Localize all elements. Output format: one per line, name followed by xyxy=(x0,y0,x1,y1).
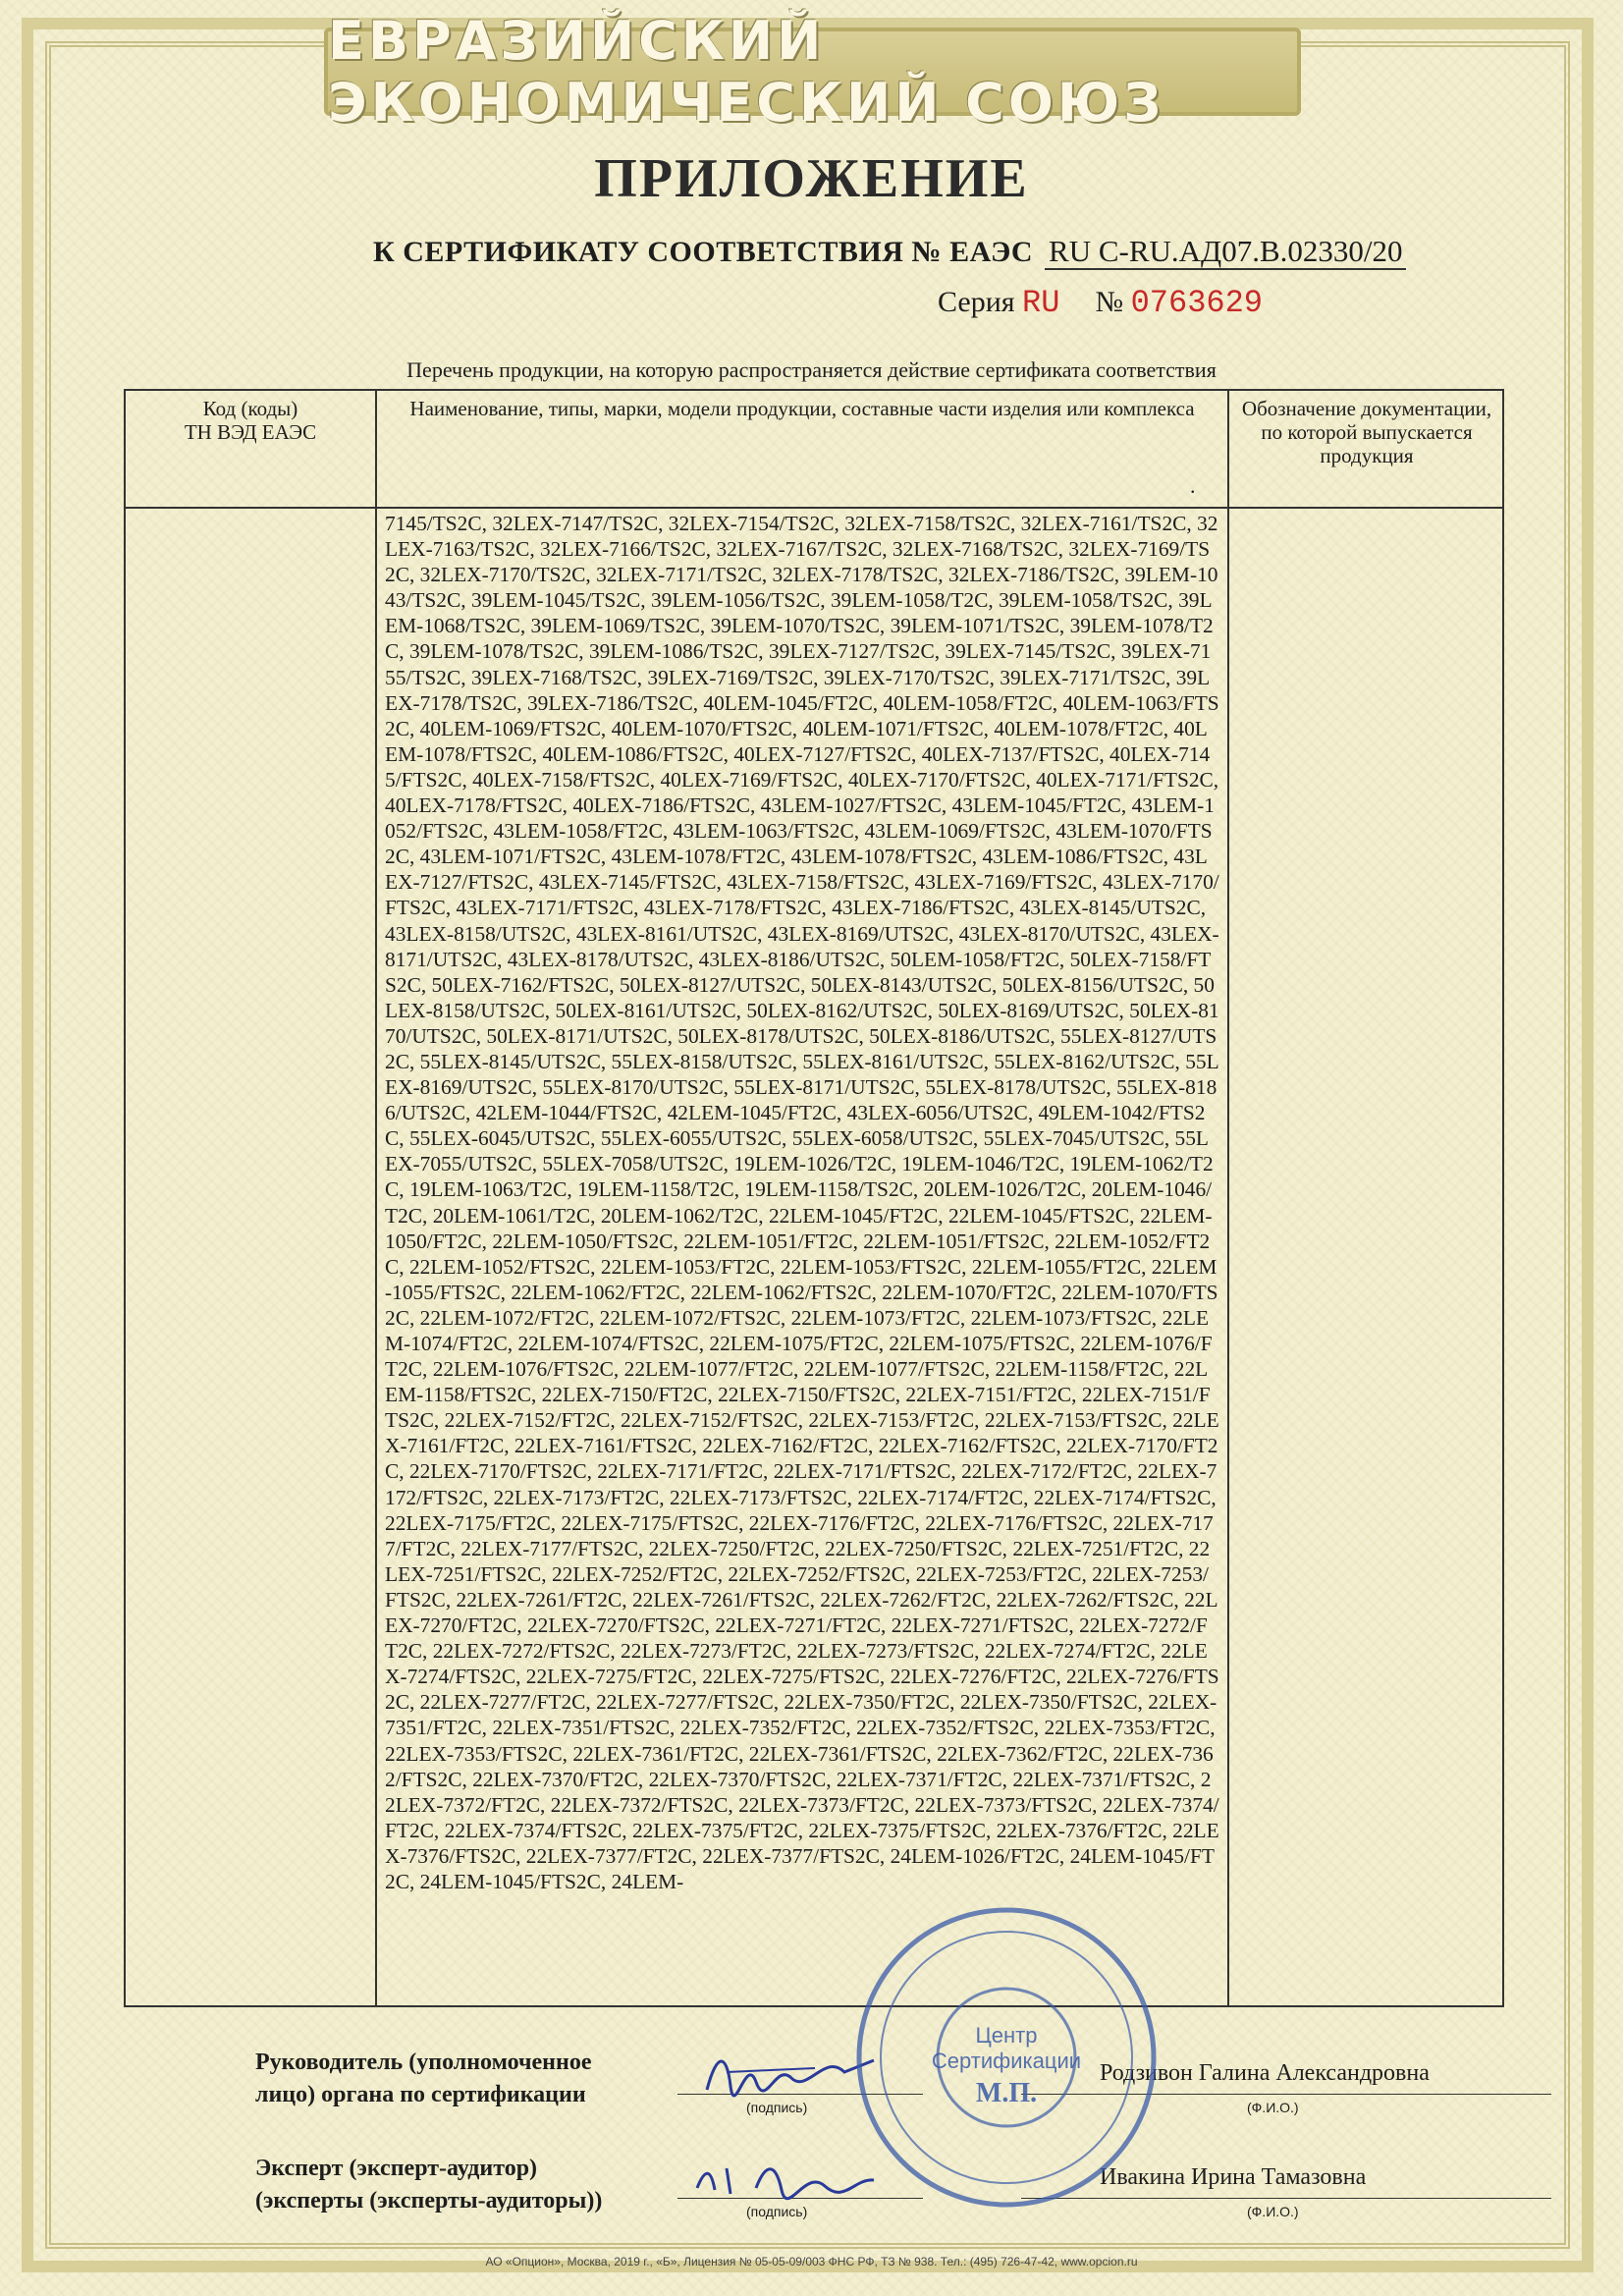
product-list: 7145/TS2C, 32LEX-7147/TS2C, 32LEX-7154/TS2C, 32LEX-7158/TS2C, 32LEX-7161/TS2C, 32LEX-7163/TS2C, 32LEX-7166/TS2C, 32LEX-7167/TS2C, 32LEX-7168/TS2C, 32LEX-7169/TS2C, 32LEX-7170/TS2C, 32LEX-7171/TS2C, 32LEX-7178/TS2C, 32LEX-7186/TS2C, 39LEM-1043/TS2C, 39LEM-1045/TS2C, 39LEM-1056/TS2C, 39LEM-1058/T2C, 39LEM-1058/TS2C, 39LEM-1068/TS2C, 39LEM-1069/TS2C, 39LEM-1070/TS2C, 39LEM-1071/TS2C, 39LEM-1078/T2C, 39LEM-1078/TS2C, 39LEM-1086/TS2C, 39LEX-7127/TS2C, 39LEX-7145/TS2C, 39LEX-7155/TS2C, 39LEX-7168/TS2C, 39LEX-7169/TS2C, 39LEX-7170/TS2C, 39LEX-7171/TS2C, 39LEX-7178/TS2C, 39LEX-7186/TS2C, 40LEM-1045/FT2C, 40LEM-1058/FT2C, 40LEM-1063/FTS2C, 40LEM-1069/FTS2C, 40LEM-1070/FTS2C, 40LEM-1071/FTS2C, 40LEM-1078/FT2C, 40LEM-1078/FTS2C, 40LEM-1086/FTS2C, 40LEX-7127/FTS2C, 40LEX-7137/FTS2C, 40LEX-7145/FTS2C, 40LEX-7158/FTS2C, 40LEX-7169/FTS2C, 40LEX-7170/FTS2C, 40LEX-7171/FTS2C, 40LEX-7178/FTS2C, 40LEX-7186/FTS2C, 43LEM-1027/FTS2C, 43LEM-1045/FT2C, 43LEM-1052/FTS2C, 43LEM-1058/FT2C, 43LEM-1063/FTS2C, 43LEM-1069/FTS2C, 43LEM-1070/FTS2C, 43LEM-1071/FTS2C, 43LEM-1078/FT2C, 43LEM-1078/FTS2C, 43LEM-1086/FTS2C, 43LEX-7127/FTS2C, 43LEX-7145/FTS2C, 43LEX-7158/FTS2C, 43LEX-7169/FTS2C, 43LEX-7170/FTS2C, 43LEX-7171/FTS2C, 43LEX-7178/FTS2C, 43LEX-7186/FTS2C, 43LEX-8145/UTS2C, 43LEX-8158/UTS2C, 43LEX-8161/UTS2C, 43LEX-8169/UTS2C, 43LEX-8170/UTS2C, 43LEX-8171/UTS2C, 43LEX-8178/UTS2C, 43LEX-8186/UTS2C, 50LEM-1058/FT2C, 50LEX-7158/FTS2C, 50LEX-7162/FTS2C, 50LEX-8127/UTS2C, 50LEX-8143/UTS2C, 50LEX-8156/UTS2C, 50LEX-8158/UTS2C, 50LEX-8161/UTS2C, 50LEX-8162/UTS2C, 50LEX-8169/UTS2C, 50LEX-8170/UTS2C, 50LEX-8171/UTS2C, 50LEX-8178/UTS2C, 50LEX-8186/UTS2C, 55LEX-8127/UTS2C, 55LEX-8145/UTS2C, 55LEX-8158/UTS2C, 55LEX-8161/UTS2C, 55LEX-8162/UTS2C, 55LEX-8169/UTS2C, 55LEX-8170/UTS2C, 55LEX-8171/UTS2C, 55LEX-8178/UTS2C, 55LEX-8186/UTS2C, 42LEM-1044/FTS2C, 42LEM-1045/FT2C, 43LEX-6056/UTS2C, 49LEM-1042/FTS2C, 55LEX-6045/UTS2C, 55LEX-6055/UTS2C, 55LEX-6058/UTS2C, 55LEX-7045/UTS2C, 55LEX-7055/UTS2C, 55LEX-7058/UTS2C, 19LEM-1026/T2C, 19LEM-1046/T2C, 19LEM-1062/T2C, 19LEM-1063/T2C, 19LEM-1158/T2C, 19LEM-1158/TS2C, 20LEM-1026/T2C, 20LEM-1046/T2C, 20LEM-1061/T2C, 20LEM-1062/T2C, 22LEM-1045/FT2C, 22LEM-1045/FTS2C, 22LEM-1050/FT2C, 22LEM-1050/FTS2C, 22LEM-1051/FT2C, 22LEM-1051/FTS2C, 22LEM-1052/FT2C, 22LEM-1052/FTS2C, 22LEM-1053/FT2C, 22LEM-1053/FTS2C, 22LEM-1055/FT2C, 22LEM-1055/FTS2C, 22LEM-1062/FT2C, 22LEM-1062/FTS2C, 22LEM-1070/FT2C, 22LEM-1070/FTS2C, 22LEM-1072/FT2C, 22LEM-1072/FTS2C, 22LEM-1073/FT2C, 22LEM-1073/FTS2C, 22LEM-1074/FT2C, 22LEM-1074/FTS2C, 22LEM-1075/FT2C, 22LEM-1075/FTS2C, 22LEM-1076/FT2C, 22LEM-1076/FTS2C, 22LEM-1077/FT2C, 22LEM-1077/FTS2C, 22LEM-1158/FT2C, 22LEM-1158/FTS2C, 22LEX-7150/FT2C, 22LEX-7150/FTS2C, 22LEX-7151/FT2C, 22LEX-7151/FTS2C, 22LEX-7152/FT2C, 22LEX-7152/FTS2C, 22LEX-7153/FT2C, 22LEX-7153/FTS2C, 22LEX-7161/FT2C, 22LEX-7161/FTS2C, 22LEX-7162/FT2C, 22LEX-7162/FTS2C, 22LEX-7170/FT2C, 22LEX-7170/FTS2C, 22LEX-7171/FT2C, 22LEX-7171/FTS2C, 22LEX-7172/FT2C, 22LEX-7172/FTS2C, 22LEX-7173/FT2C, 22LEX-7173/FTS2C, 22LEX-7174/FT2C, 22LEX-7174/FTS2C, 22LEX-7175/FT2C, 22LEX-7175/FTS2C, 22LEX-7176/FT2C, 22LEX-7176/FTS2C, 22LEX-7177/FT2C, 22LEX-7177/FTS2C, 22LEX-7250/FT2C, 22LEX-7250/FTS2C, 22LEX-7251/FT2C, 22LEX-7251/FTS2C, 22LEX-7252/FT2C, 22LEX-7252/FTS2C, 22LEX-7253/FT2C, 22LEX-7253/FTS2C, 22LEX-7261/FT2C, 22LEX-7261/FTS2C, 22LEX-7262/FT2C, 22LEX-7262/FTS2C, 22LEX-7270/FT2C, 22LEX-7270/FTS2C, 22LEX-7271/FT2C, 22LEX-7271/FTS2C, 22LEX-7272/FT2C, 22LEX-7272/FTS2C, 22LEX-7273/FT2C, 22LEX-7273/FTS2C, 22LEX-7274/FT2C, 22LEX-7274/FTS2C, 22LEX-7275/FT2C, 22LEX-7275/FTS2C, 22LEX-7276/FT2C, 22LEX-7276/FTS2C, 22LEX-7277/FT2C, 22LEX-7277/FTS2C, 22LEX-7350/FT2C, 22LEX-7350/FTS2C, 22LEX-7351/FT2C, 22LEX-7351/FTS2C, 22LEX-7352/FT2C, 22LEX-7352/FTS2C, 22LEX-7353/FT2C, 22LEX-7353/FTS2C, 22LEX-7361/FT2C, 22LEX-7361/FTS2C, 22LEX-7362/FT2C, 22LEX-7362/FTS2C, 22LEX-7370/FT2C, 22LEX-7370/FTS2C, 22LEX-7371/FT2C, 22LEX-7371/FTS2C, 22LEX-7372/FT2C, 22LEX-7372/FTS2C, 22LEX-7373/FT2C, 22LEX-7373/FTS2C, 22LEX-7374/FT2C, 22LEX-7374/FTS2C, 22LEX-7375/FT2C, 22LEX-7375/FTS2C, 22LEX-7376/FT2C, 22LEX-7376/FTS2C, 22LEX-7377/FT2C, 22LEX-7377/FTS2C, 24LEM-1026/FT2C, 24LEM-1045/FT2C, 24LEM-1045/FTS2C, 24LEM- xyxy=(385,512,1224,1893)
header-dot: . xyxy=(1190,473,1196,498)
head-fio-caption: (Ф.И.О.) xyxy=(1247,2100,1299,2115)
products-table xyxy=(124,389,1504,2007)
series-label: Серия xyxy=(938,286,1015,318)
stamp-center-line1: Центр xyxy=(975,2023,1038,2048)
page-title: ПРИЛОЖЕНИЕ xyxy=(594,148,1029,209)
header-product-name: Наименование, типы, марки, модели продукции, составные части изделия или комплекса xyxy=(409,397,1195,420)
header-banner xyxy=(324,10,1301,134)
series-line xyxy=(938,285,1263,321)
expert-fio-caption: (Ф.И.О.) xyxy=(1247,2204,1299,2219)
number-sign: № xyxy=(1095,286,1124,318)
head-signature-caption: (подпись) xyxy=(746,2100,808,2115)
certificate-label: К СЕРТИФИКАТУ СООТВЕТСТВИЯ № ЕАЭС xyxy=(373,236,1034,268)
stamp-mp: М.П. xyxy=(975,2078,1038,2108)
stamp-center-line2: Сертификации xyxy=(931,2049,1082,2073)
seal-stamp xyxy=(844,1895,1168,2219)
head-role-label: Руководитель (уполномоченное лицо) органа по сертификации xyxy=(255,2050,592,2107)
series-code: RU xyxy=(1022,285,1060,321)
header-documentation: Обозначение документации, по которой выпускается продукция xyxy=(1241,397,1492,468)
certificate-reference xyxy=(373,234,1512,269)
banner-text: ЕВРАЗИЙСКИЙ ЭКОНОМИЧЕСКИЙ СОЮЗ xyxy=(328,10,1165,134)
series-number: 0763629 xyxy=(1130,285,1263,321)
expert-signature-caption: (подпись) xyxy=(746,2204,808,2219)
certificate-number: RU C-RU.АД07.В.02330/20 xyxy=(1045,234,1406,270)
printer-footer: АО «Опцион», Москва, 2019 г., «Б», Лицензия № 05-05-09/003 ФНС РФ, ТЗ № 938. Тел.: (495) 726-47-42, www.opcion.ru xyxy=(485,2255,1138,2269)
head-name: Родзивон Галина Александровна xyxy=(1100,2060,1430,2086)
header-hs-code: Код (коды) ТН ВЭД ЕАЭС xyxy=(184,397,317,445)
table-caption: Перечень продукции, на которую распространяется действие сертификата соответствия xyxy=(406,357,1217,382)
expert-name: Ивакина Ирина Тамазовна xyxy=(1100,2164,1367,2190)
expert-role-label: Эксперт (эксперт-аудитор) (эксперты (эксперты-аудиторы)) xyxy=(255,2156,603,2214)
